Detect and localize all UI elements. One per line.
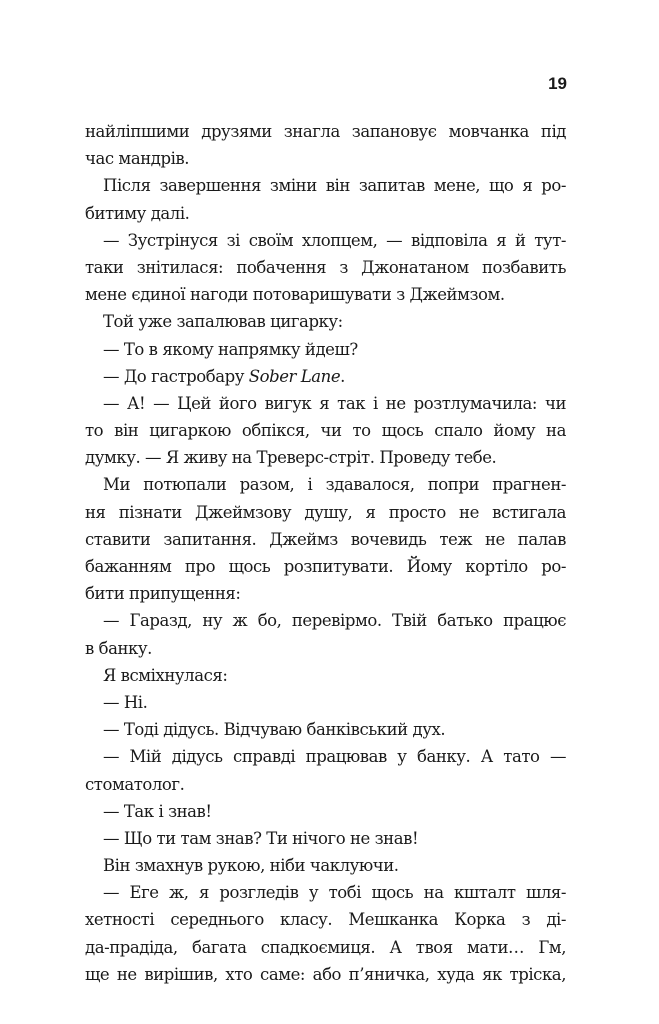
text-line: — Гаразд, ну ж бо, перевірмо. Твій батько працює [103,611,566,631]
text-line: ще не вирішив, хто саме: або п’яничка, худа як тріска, [85,964,566,984]
text-line: — То в якому напрямку йдеш? [103,339,358,359]
text-line: стоматолог. [85,774,185,794]
bar-name-italic: Sober Lane [248,366,341,386]
text-line: — Зустрінуся зі своїм хлопцем, — відповіла я й тут- [103,230,566,250]
text-line: думку. — Я живу на Треверс-стріт. Проведу тебе. [85,448,497,468]
text-line: — Мій дідусь справді працював у банку. А тато — [103,747,566,767]
text-line: Він змахнув рукою, ніби чаклуючи. [103,856,399,876]
text-line: хетності середнього класу. Мешканка Корка з ді- [85,910,566,930]
text-line: — Що ти там знав? Ти нічого не знав! [103,828,419,848]
text-line: ставити запитання. Джеймз вочевидь теж не палав [85,529,566,549]
text-line: бажанням про щось розпитувати. Йому кортіло ро- [85,557,566,576]
page-number: 19 [548,74,567,93]
text-fragment: — До гастробару [103,366,249,386]
text-line: бити припущення: [85,584,241,604]
text-line: да-прадіда, багата спадкоємиця. А твоя мати… Гм, [85,937,566,957]
text-line: Після завершення зміни він запитав мене, що я ро- [103,176,566,196]
text-line: час мандрів. [85,149,190,169]
text-line: ня пізнати Джеймзову душу, я просто не встигала [85,502,566,522]
text-line: — А! — Цей його вигук я так і не розтлумачила: чи [103,393,566,413]
text-line: — Тоді дідусь. Відчуваю банківський дух. [103,720,446,740]
text-line: Той уже запалював цигарку: [103,312,343,332]
text-line [85,363,566,390]
text-line: найліпшими друзями знагла запановує мовчанка під [85,122,566,141]
text-line: Я всміхнулася: [103,665,228,685]
text-line: — Ні. [103,692,148,712]
text-line: то він цигаркою обпікся, чи то щось спало йому на [85,421,566,441]
text-line: таки знітилася: побачення з Джонатаном позбавить [85,257,566,277]
text-line: — Еге ж, я розгледів у тобі щось на кшталт шля- [103,883,566,903]
text-fragment: . [340,366,345,386]
text-line: — Так і знав! [103,801,212,821]
text-line: мене єдиної нагоди потоваришувати з Джеймзом. [85,285,505,305]
page-text [85,118,566,988]
text-line: в банку. [85,638,152,658]
text-line: Ми потюпали разом, і здавалося, попри прагнен- [103,475,566,495]
text-line: битиму далі. [85,203,190,223]
